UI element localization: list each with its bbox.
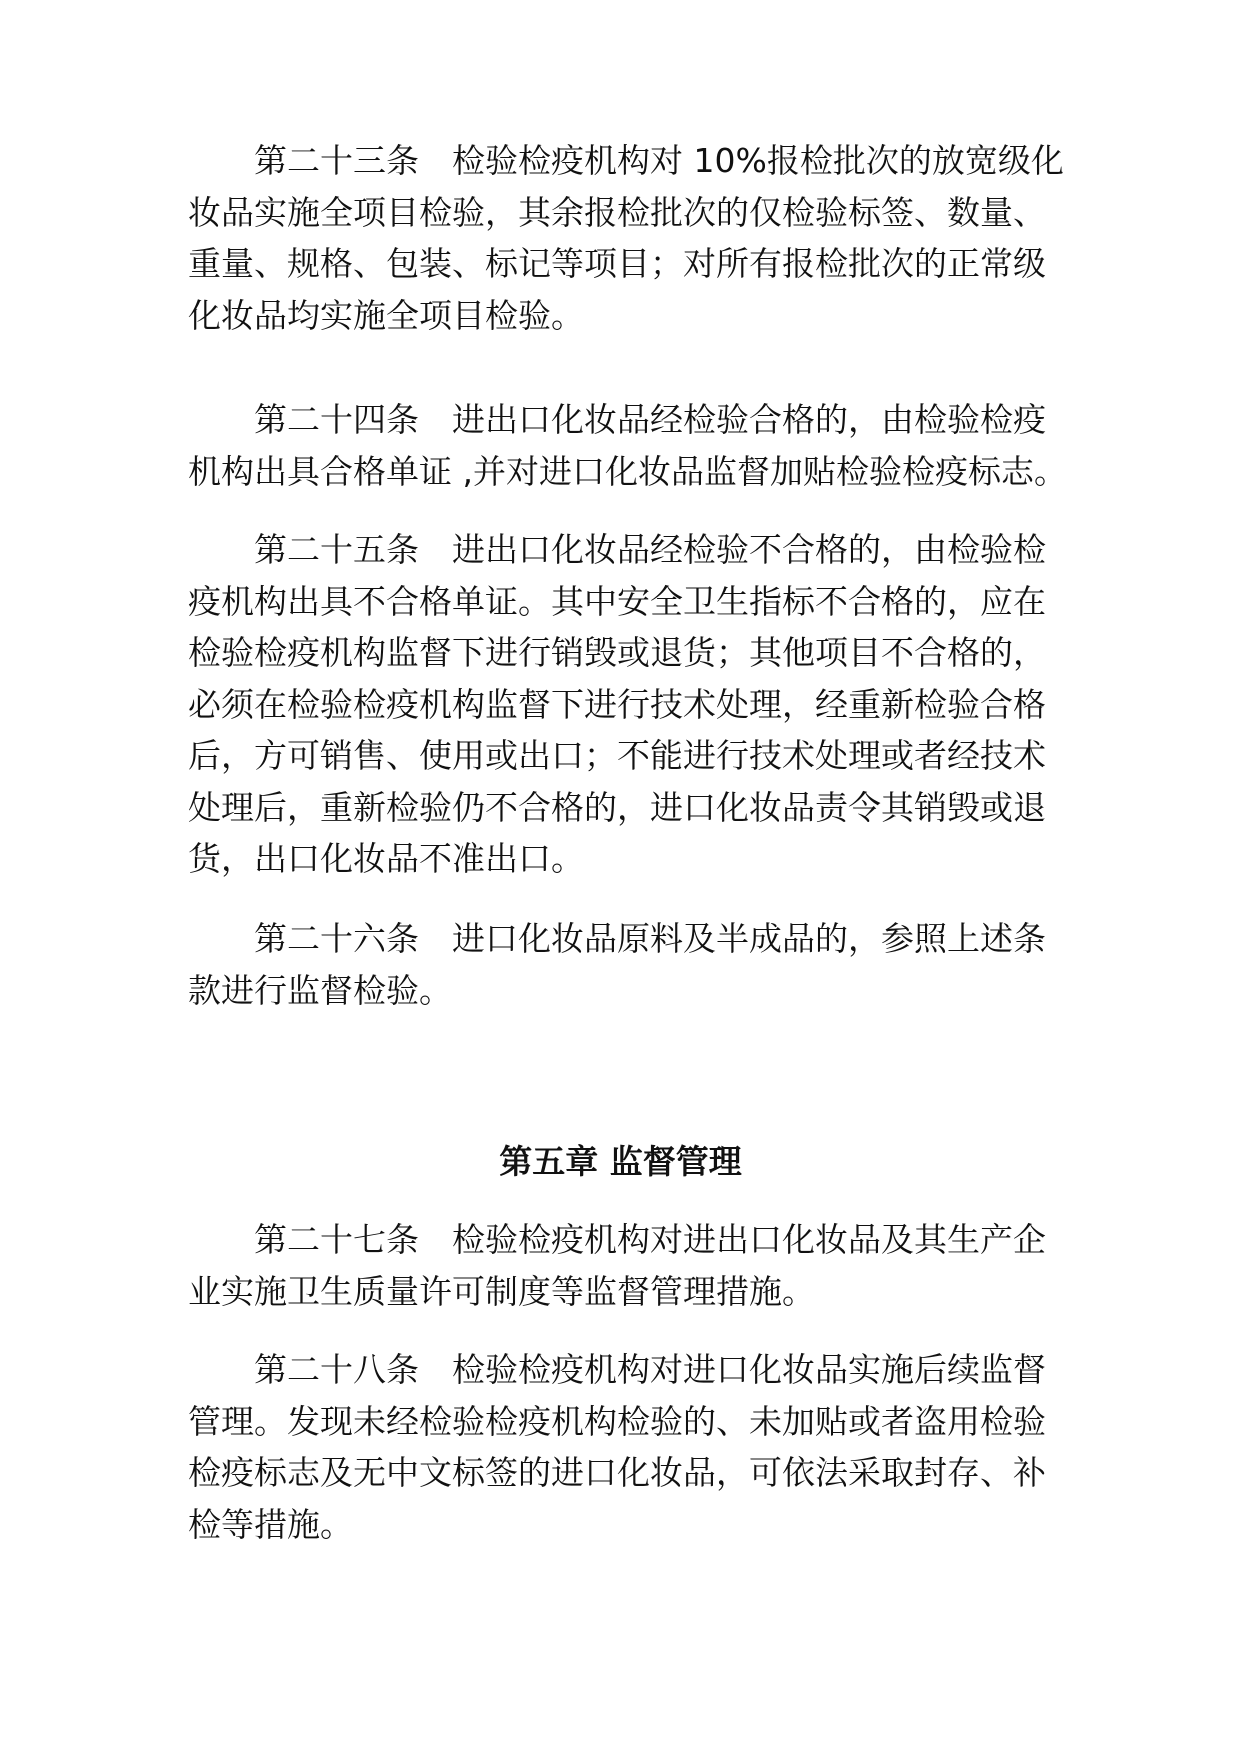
article-line: 第二十三条 检验检疫机构对 10%报检批次的放宽级化 <box>188 135 1068 187</box>
article-number: 第二十五条 <box>254 530 419 569</box>
article-line: 第二十六条 进口化妆品原料及半成品的，参照上述条 <box>188 913 1068 965</box>
article-number: 第二十六条 <box>254 919 419 958</box>
article-26 <box>188 913 1068 1016</box>
article-number: 第二十七条 <box>254 1220 419 1259</box>
article-25 <box>188 524 1068 885</box>
article-24 <box>188 394 1068 497</box>
article-line: 检等措施。 <box>188 1504 353 1544</box>
article-line: 必须在检验检疫机构监督下进行技术处理，经重新检验合格 <box>188 684 1046 724</box>
article-line: 第二十五条 进出口化妆品经检验不合格的，由检验检 <box>188 524 1068 576</box>
article-line: 机构出具合格单证 ,并对进口化妆品监督加贴检验检疫标志。 <box>188 451 1067 491</box>
article-number: 第二十四条 <box>254 400 419 439</box>
article-line: 化妆品均实施全项目检验。 <box>188 295 584 335</box>
article-28 <box>188 1344 1068 1550</box>
article-line: 后，方可销售、使用或出口；不能进行技术处理或者经技术 <box>188 736 1046 775</box>
article-line: 货，出口化妆品不准出口。 <box>188 839 584 878</box>
article-line: 检验检疫机构监督下进行销毁或退货；其他项目不合格的， <box>188 633 1046 672</box>
article-line: 第二十四条 进出口化妆品经检验合格的，由检验检疫 <box>188 394 1068 446</box>
article-line: 重量、规格、包装、标记等项目；对所有报检批次的正常级 <box>188 244 1046 283</box>
article-line: 业实施卫生质量许可制度等监督管理措施。 <box>188 1271 815 1311</box>
article-line: 管理。发现未经检验检疫机构检验的、未加贴或者盗用检验 <box>188 1401 1046 1441</box>
chapter-title: 第五章 监督管理 <box>499 1142 742 1181</box>
article-line: 处理后，重新检验仍不合格的，进口化妆品责令其销毁或退 <box>188 787 1046 827</box>
article-line: 检疫标志及无中文标签的进口化妆品，可依法采取封存、补 <box>188 1453 1046 1492</box>
article-number: 第二十八条 <box>254 1350 419 1389</box>
article-line: 第二十七条 检验检疫机构对进出口化妆品及其生产企 <box>188 1214 1068 1266</box>
article-line: 款进行监督检验。 <box>188 970 452 1010</box>
article-27 <box>188 1214 1068 1317</box>
article-number: 第二十三条 <box>254 141 419 180</box>
article-line: 妆品实施全项目检验，其余报检批次的仅检验标签、数量、 <box>188 192 1046 232</box>
article-23 <box>188 135 1068 341</box>
article-line: 疫机构出具不合格单证。其中安全卫生指标不合格的，应在 <box>188 581 1046 621</box>
article-line: 第二十八条 检验检疫机构对进口化妆品实施后续监督 <box>188 1344 1068 1396</box>
